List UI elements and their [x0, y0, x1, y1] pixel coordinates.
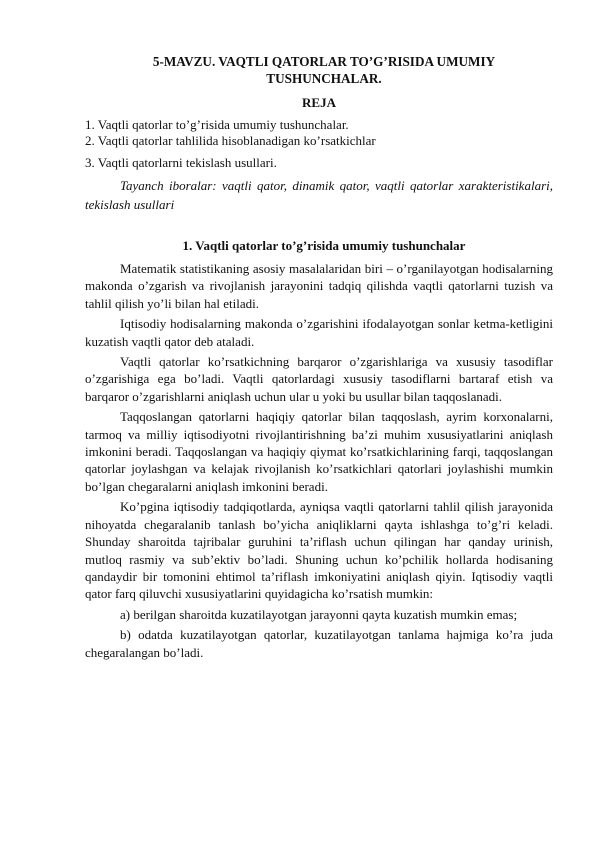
body-paragraph: Vaqtli qatorlar ko’rsatkichning barqaror o’zgarishlariga va xususiy tasodiflar o’zgarishiga ega bo’ladi. Vaqtli qatorlardagi xususiy tasodiflarni bartaraf etish va barqaror o’zgarishlarni aniqlash uchun ular u yoki bu usullar bilan taqqoslanadi.	[85, 354, 553, 404]
keywords-paragraph: Tayanch iboralar: vaqtli qator, dinamik qator, vaqtli qatorlar xarakteristikalari, tekislash usullari	[85, 178, 553, 212]
plan-item: 2. Vaqtli qatorlar tahlilida hisoblanadigan ko’rsatkichlar	[85, 133, 376, 148]
body-paragraph: Iqtisodiy hodisalarning makonda o’zgarishini ifodalayotgan sonlar ketma-ketligini kuzatish vaqtli qator deb ataladi.	[85, 316, 553, 349]
document-title-line1: 5-MAVZU. VAQTLI QATORLAR TO’G’RISIDA UMUMIY	[152, 54, 496, 69]
document-title-line2: TUSHUNCHALAR.	[266, 71, 382, 86]
plan-item: 1. Vaqtli qatorlar to’g’risida umumiy tushunchalar.	[85, 117, 349, 132]
section-heading: 1. Vaqtli qatorlar to’g’risida umumiy tushunchalar	[182, 238, 466, 253]
plan-item: 3. Vaqtli qatorlarni tekislash usullari.	[85, 155, 277, 170]
body-paragraph: Taqqoslangan qatorlarni haqiqiy qatorlar bilan taqqoslash, ayrim korxonalarni, tarmoq va milliy iqtisodiyotni rivojlantirishning ba’zi muhim xususiyatlarini aniqlash imkonini beradi. Taqqoslangan va haqiqiy qiymat ko’rsatkichlarining farqi, taqqoslangan qatorlar joylashgan va kelajak rivojlanish ko’rsatkichlari qatorlari joylashishi mumkin bo’lgan chegaralarni aniqlash imkonini beradi.	[85, 409, 553, 494]
list-item-b: b) odatda kuzatilayotgan qatorlar, kuzatilayotgan tanlama hajmiga ko’ra juda chegaralangan bo’ladi.	[85, 627, 553, 660]
body-paragraph: Matematik statistikaning asosiy masalalaridan biri – o’rganilayotgan hodisalarning makonda o’zgarish va rivojlanish jarayonini tadqiq qilishda vaqtli qatorlarni tuzish va tahlil qilish yo’li bilan hal etiladi.	[85, 261, 553, 311]
list-item-a: a) berilgan sharoitda kuzatilayotgan jarayonni qayta kuzatish mumkin emas;	[120, 606, 518, 622]
document-title	[85, 53, 553, 87]
body-paragraph: Ko’pgina iqtisodiy tadqiqotlarda, ayniqsa vaqtli qatorlarni tahlil qilish jarayonida nihoyatda chegaralanib tanlash bo’yicha aniqliklarni qayta ishlashga to’g’ri keladi. Shunday sharoitda tajribalar guruhini ta’riflash uchun qilingan har qanday urinish, mutloq rasmiy va sub’ektiv bo’ladi. Shuning uchun ko’pchilik hollarda hodisaning qandaydir bir tomonini ehtimol ta’riflash imkoniyatini aniqlash qiyin. Iqtisodiy vaqtli qator farq qiluvchi xususiyatlarini quyidagicha ko’rsatish mumkin:	[85, 499, 553, 602]
plan-heading: REJA	[302, 95, 336, 110]
